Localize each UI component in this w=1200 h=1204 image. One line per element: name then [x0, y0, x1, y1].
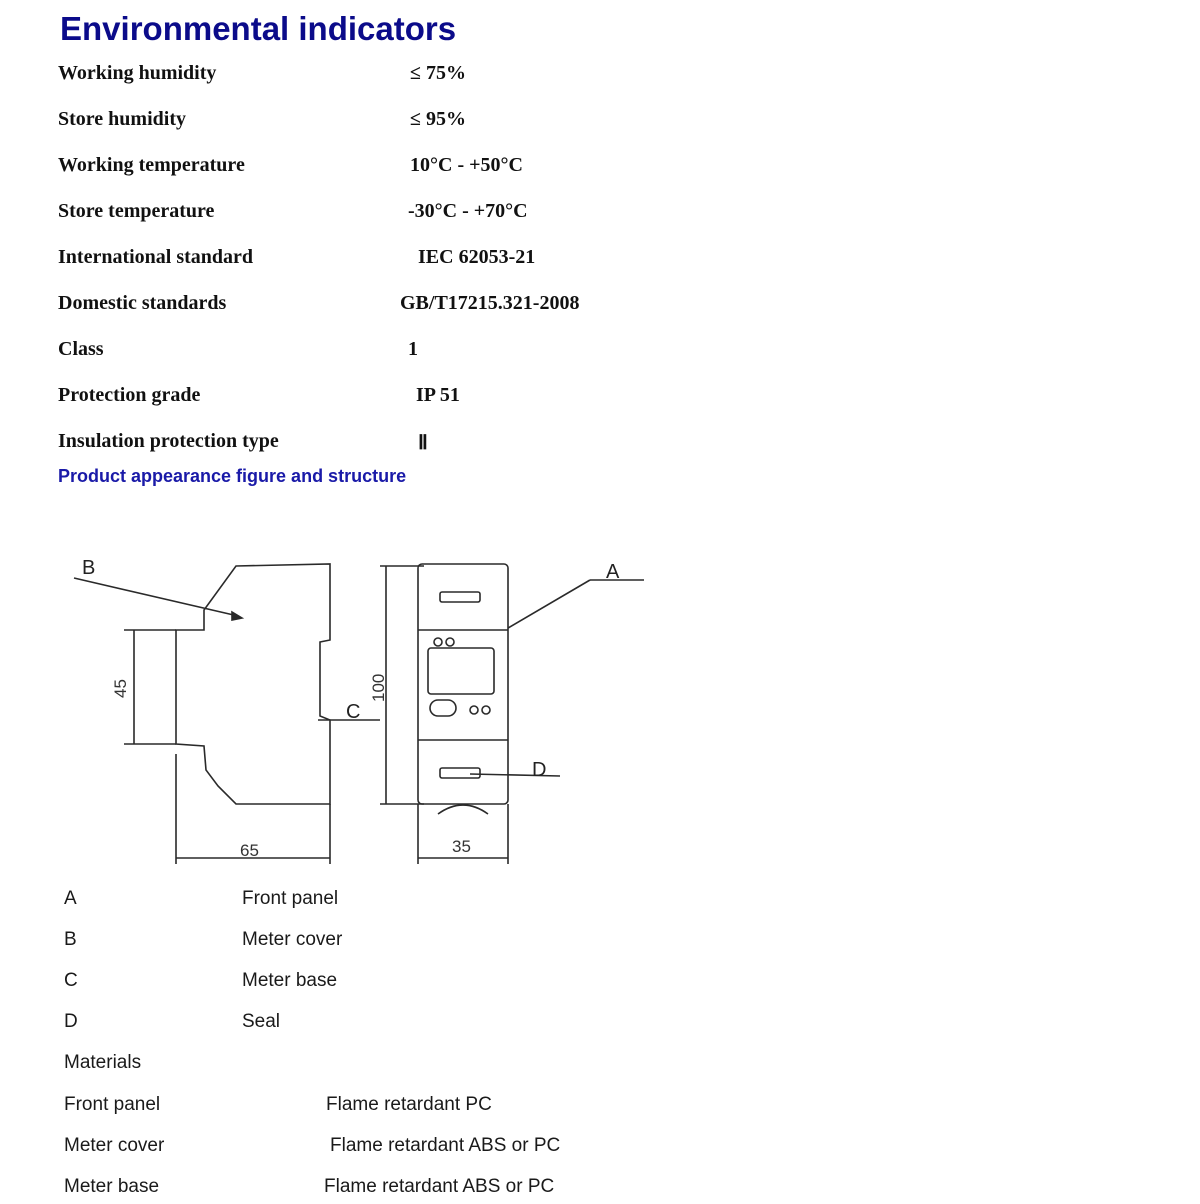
spec-label: Protection grade	[58, 384, 201, 406]
spec-label: Insulation protection type	[58, 430, 279, 452]
spec-label: Store humidity	[58, 108, 186, 130]
spec-row-protection-grade	[58, 384, 758, 414]
section-subtitle: Product appearance figure and structure	[58, 466, 407, 486]
legend-key: D	[64, 1011, 78, 1032]
label-b: B	[82, 557, 96, 579]
spec-value: 1	[408, 338, 418, 360]
spec-row-domestic-standards	[58, 292, 758, 322]
material-row-front-panel	[64, 1094, 764, 1122]
label-d: D	[532, 759, 547, 781]
spec-row-class	[58, 338, 758, 368]
spec-row-working-humidity	[58, 62, 758, 92]
spec-label: International standard	[58, 246, 254, 268]
legend-key: B	[64, 929, 77, 950]
legend-row-c	[64, 970, 764, 998]
dimension-45: 45	[111, 679, 130, 698]
spec-value: IEC 62053-21	[418, 246, 536, 268]
materials-title: Materials	[64, 1052, 142, 1073]
spec-label: Working temperature	[58, 154, 245, 176]
material-value: Flame retardant PC	[326, 1094, 492, 1115]
legend-value: Meter cover	[242, 929, 343, 950]
spec-value: ≤ 95%	[410, 108, 466, 130]
spec-row-working-temperature	[58, 154, 758, 184]
dimension-65: 65	[240, 841, 259, 860]
spec-value: Ⅱ	[418, 432, 428, 454]
spec-label: Store temperature	[58, 200, 215, 222]
spec-label: Domestic standards	[58, 292, 227, 314]
spec-value: GB/T17215.321-2008	[400, 292, 580, 314]
material-row-meter-cover	[64, 1135, 764, 1163]
dimension-100: 100	[369, 673, 388, 702]
side-view-outline	[176, 564, 330, 804]
spec-label: Working humidity	[58, 62, 217, 84]
spec-value: 10°C - +50°C	[410, 154, 523, 176]
spec-value: IP 51	[416, 384, 460, 406]
material-key: Meter base	[64, 1176, 160, 1197]
spec-row-store-temperature	[58, 200, 758, 230]
material-key: Meter cover	[64, 1135, 165, 1156]
legend-row-a	[64, 888, 764, 916]
legend-key: A	[64, 888, 77, 909]
legend-row-d	[64, 1011, 764, 1039]
meter-structure-diagram	[60, 540, 660, 870]
legend-value: Front panel	[242, 888, 339, 909]
material-value: Flame retardant ABS or PC	[330, 1135, 561, 1156]
material-value: Flame retardant ABS or PC	[324, 1176, 555, 1197]
display-window	[428, 648, 494, 694]
legend-key: C	[64, 970, 78, 991]
spec-label: Class	[58, 338, 104, 360]
material-key: Front panel	[64, 1094, 161, 1115]
spec-value: -30°C - +70°C	[408, 200, 528, 222]
label-c: C	[346, 701, 361, 723]
legend-row-b	[64, 929, 764, 957]
spec-row-international-standard	[58, 246, 758, 276]
dimension-35: 35	[452, 837, 471, 856]
page-title: Environmental indicators	[60, 10, 457, 47]
spec-row-store-humidity	[58, 108, 758, 138]
label-a: A	[606, 561, 620, 583]
legend-value: Meter base	[242, 970, 338, 991]
legend-value: Seal	[242, 1011, 281, 1032]
spec-row-insulation-protection-type	[58, 430, 758, 460]
spec-value: ≤ 75%	[410, 62, 466, 84]
